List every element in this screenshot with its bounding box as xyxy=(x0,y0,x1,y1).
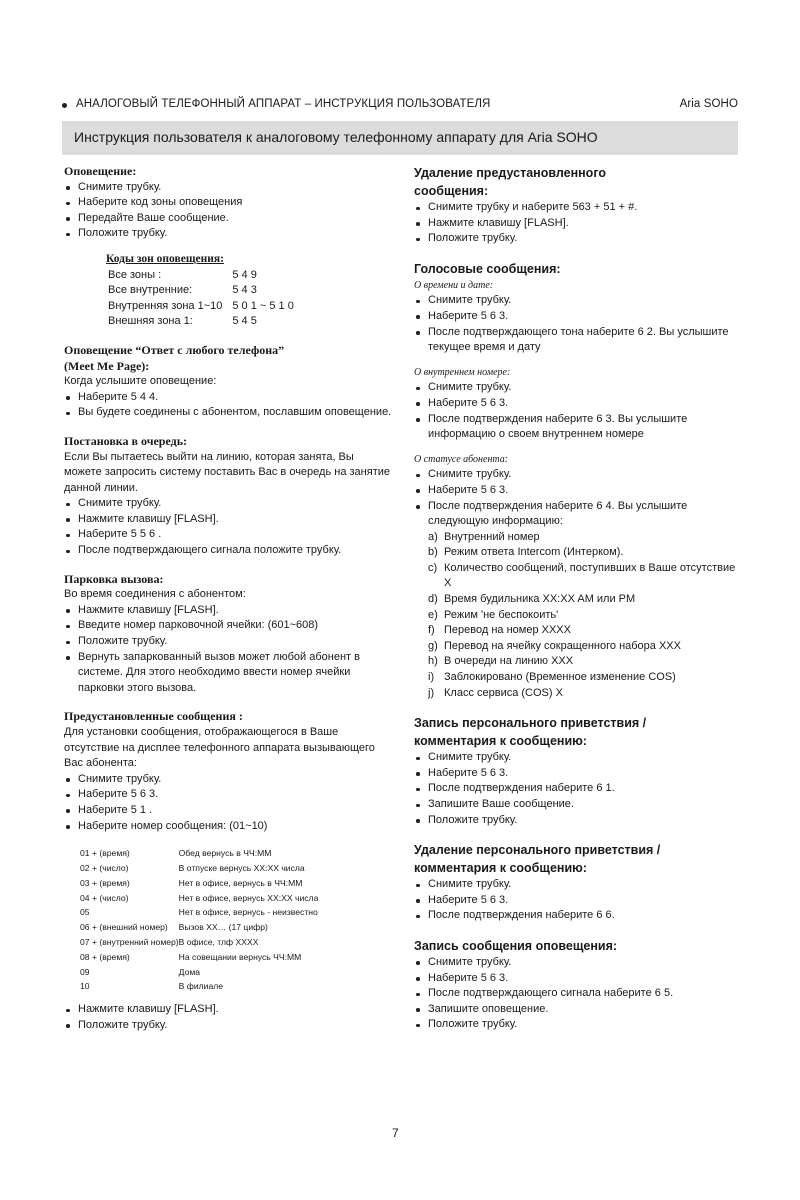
header-brand: Aria SOHO xyxy=(679,98,738,110)
greet-del-list xyxy=(414,877,744,924)
table-row xyxy=(108,299,294,315)
list-item xyxy=(414,654,744,670)
zone-codes xyxy=(106,252,394,330)
zone-codes-title: Коды зон оповещения: xyxy=(106,252,224,265)
list-item: Положите трубку. xyxy=(64,226,394,242)
voice-time-list xyxy=(414,293,744,355)
list-item: Наберите 5 5 6 . xyxy=(64,527,394,543)
table-row xyxy=(80,950,318,965)
page-number: 7 xyxy=(392,1126,399,1140)
list-text: Количество сообщений, поступивших в Ваше отсутствие X xyxy=(444,561,736,590)
table-row xyxy=(80,876,318,891)
code-value: Нет в офисе, вернусь в ЧЧ:ММ xyxy=(178,877,303,888)
list-item: Нажмите клавишу [FLASH]. xyxy=(64,512,394,528)
table-row xyxy=(80,846,318,861)
list-item xyxy=(414,608,744,624)
table-row xyxy=(108,314,294,330)
list-item xyxy=(414,670,744,686)
zone-code: 5 0 1 ~ 5 1 0 xyxy=(232,299,294,312)
table-row xyxy=(108,283,294,299)
code-key: 05 xyxy=(80,907,90,918)
list-item xyxy=(414,623,744,639)
spacer xyxy=(414,247,744,260)
list-item: Снимите трубку. xyxy=(414,380,744,396)
list-item: Вы будете соединены с абонентом, пославшим оповещение. xyxy=(64,405,394,421)
list-item xyxy=(414,545,744,561)
queue-intro: Если Вы пытаетесь выйти на линию, которая занята, Вы можете запросить систему поставить Вас в очередь на занятие данной линии. xyxy=(64,450,390,494)
list-text: Режим 'не беспокоить' xyxy=(444,608,559,621)
delete-preset-list xyxy=(414,200,744,247)
list-item: Снимите трубку и наберите 563 + 51 + #. xyxy=(414,200,744,216)
spacer xyxy=(414,356,744,365)
code-key: 02 + (число) xyxy=(80,862,129,873)
section-title-greet-rec: Запись персонального приветствия / xyxy=(414,716,647,731)
code-value: На совещании вернусь ЧЧ:ММ xyxy=(178,951,302,962)
list-item: Снимите трубку. xyxy=(414,467,744,483)
list-text: Время будильника XX:XX AM или PM xyxy=(444,593,636,606)
list-item: Наберите 5 6 3. xyxy=(414,893,744,909)
section-title-greet-del-line2: комментария к сообщению: xyxy=(414,861,587,876)
section-title-meetme: Оповещение “Ответ с любого телефона” xyxy=(64,342,285,357)
meetme-list xyxy=(64,390,394,421)
list-item: Наберите 5 6 3. xyxy=(414,396,744,412)
right-column xyxy=(414,164,744,1033)
list-text: Перевод на номер XXXX xyxy=(444,624,571,637)
list-item: Вернуть запаркованный вызов может любой абонент в системе. Для этого необходимо ввести номер ячейки парковки этого вызова. xyxy=(64,650,394,697)
zone-label: Внутренняя зона 1~10 xyxy=(108,299,223,312)
list-marker: h) xyxy=(428,655,438,668)
preset-intro: Для установки сообщения, отображающегося в Ваше отсутствие на дисплее телефонного аппарата вызывающего Вас абонента: xyxy=(64,726,375,770)
list-text: Заблокировано (Временное изменение COS) xyxy=(444,671,676,684)
zone-label: Все внутренние: xyxy=(108,284,193,297)
spacer xyxy=(64,559,394,572)
code-value: Вызов XX… (17 цифр) xyxy=(178,922,268,933)
list-item: Снимите трубку. xyxy=(414,877,744,893)
list-item: После подтверждающего сигнала положите трубку. xyxy=(64,543,394,559)
park-intro: Во время соединения с абонентом: xyxy=(64,588,246,601)
list-item: Снимите трубку. xyxy=(414,293,744,309)
list-marker: c) xyxy=(428,561,438,574)
meetme-intro: Когда услышите оповещение: xyxy=(64,375,217,388)
list-marker: j) xyxy=(428,686,435,699)
code-key: 07 + (внутренний номер) xyxy=(80,936,179,947)
spacer xyxy=(414,701,744,714)
message-codes xyxy=(80,846,394,994)
list-item: После подтверждения наберите 6 1. xyxy=(414,781,744,797)
spacer xyxy=(414,924,744,937)
list-item: После подтверждающего тона наберите 6 2. Вы услышите текущее время и дату xyxy=(414,325,744,356)
zone-label: Все зоны : xyxy=(108,268,162,281)
code-value: Дома xyxy=(178,966,201,977)
code-key: 08 + (время) xyxy=(80,951,130,962)
code-value: Нет в офисе, вернусь XX:XX числа xyxy=(178,892,319,903)
spacer xyxy=(64,421,394,434)
list-item: Снимите трубку. xyxy=(64,180,394,196)
list-text: Класс сервиса (COS) X xyxy=(444,686,563,699)
table-row xyxy=(80,920,318,935)
paging-list xyxy=(64,180,394,242)
zone-code: 5 4 5 xyxy=(232,315,257,328)
status-info-list xyxy=(414,530,744,702)
list-item: Наберите код зоны оповещения xyxy=(64,195,394,211)
title-band xyxy=(62,121,738,155)
list-item: Нажмите клавишу [FLASH]. xyxy=(64,1002,394,1018)
list-text: Перевод на ячейку сокращенного набора XXX xyxy=(444,639,681,652)
list-marker: f) xyxy=(428,624,435,637)
section-title-queue: Постановка в очередь: xyxy=(64,433,188,448)
list-item: После подтверждения наберите 6 3. Вы услышите информацию о своем внутреннем номере xyxy=(414,412,744,443)
subtitle-ext: О внутреннем номере: xyxy=(414,366,511,378)
list-item: Снимите трубку. xyxy=(414,750,744,766)
table-row xyxy=(80,861,318,876)
list-item: Положите трубку. xyxy=(414,1017,744,1033)
list-item: Запишите оповещение. xyxy=(414,1002,744,1018)
list-item xyxy=(414,686,744,702)
section-title-park: Парковка вызова: xyxy=(64,571,164,586)
list-item: Введите номер парковочной ячейки: (601~608) xyxy=(64,618,394,634)
list-item: Снимите трубку. xyxy=(414,955,744,971)
section-title-page-rec: Запись сообщения оповещения: xyxy=(414,938,618,953)
code-value: В отпуске вернусь XX:XX числа xyxy=(178,862,305,873)
spacer xyxy=(414,828,744,841)
list-item: Нажмите клавишу [FLASH]. xyxy=(414,216,744,232)
voice-status-list xyxy=(414,467,744,529)
page-rec-list xyxy=(414,955,744,1033)
list-marker: i) xyxy=(428,671,435,684)
header-title: АНАЛОГОВЫЙ ТЕЛЕФОННЫЙ АППАРАТ – ИНСТРУКЦИЯ ПОЛЬЗОВАТЕЛЯ xyxy=(76,98,491,110)
list-item: Наберите 5 1 . xyxy=(64,803,394,819)
table-row xyxy=(80,935,318,950)
list-item: Наберите 5 4 4. xyxy=(64,390,394,406)
list-marker: a) xyxy=(428,530,438,543)
list-item: Наберите 5 6 3. xyxy=(414,309,744,325)
list-item: Положите трубку. xyxy=(64,634,394,650)
table-row xyxy=(80,965,318,980)
code-value: В филиале xyxy=(178,981,224,992)
preset-list xyxy=(64,772,394,834)
code-key: 10 xyxy=(80,981,90,992)
title-band-text: Инструкция пользователя к аналоговому телефонному аппарату для Aria SOHO xyxy=(74,129,598,145)
section-title-preset: Предустановленные сообщения : xyxy=(64,709,243,724)
code-value: Обед вернусь в ЧЧ:ММ xyxy=(178,848,272,859)
list-item: После подтверждающего сигнала наберите 6 5. xyxy=(414,986,744,1002)
greet-rec-list xyxy=(414,750,744,828)
code-key: 04 + (число) xyxy=(80,892,129,903)
message-codes-table xyxy=(80,846,318,994)
list-item xyxy=(414,530,744,546)
section-title-delete-preset: Удаление предустановленного xyxy=(414,166,606,180)
code-value: В офисе, тлф XXXX xyxy=(178,936,259,947)
page-header xyxy=(62,98,738,114)
queue-list xyxy=(64,496,394,558)
table-row xyxy=(80,979,318,994)
voice-ext-list xyxy=(414,380,744,442)
list-item xyxy=(414,561,744,592)
list-marker: e) xyxy=(428,608,438,621)
table-row xyxy=(80,891,318,906)
list-item: Положите трубку. xyxy=(414,813,744,829)
subtitle-time: О времени и дате: xyxy=(414,279,494,291)
code-value: Нет в офисе, вернусь - неизвестно xyxy=(178,907,318,918)
list-text: Режим ответа Intercom (Интерком). xyxy=(444,546,624,559)
spacer xyxy=(64,696,394,709)
list-marker: d) xyxy=(428,593,438,606)
table-row xyxy=(80,905,318,920)
code-key: 09 xyxy=(80,966,90,977)
list-item: Нажмите клавишу [FLASH]. xyxy=(64,603,394,619)
section-title-meetme-line2: (Meet Me Page): xyxy=(64,358,150,373)
list-item: Наберите 5 6 3. xyxy=(64,787,394,803)
preset-list-after xyxy=(64,1002,394,1033)
list-text: Внутренний номер xyxy=(444,530,540,543)
left-column xyxy=(64,164,394,1033)
list-item xyxy=(414,639,744,655)
zone-code: 5 4 3 xyxy=(232,284,257,297)
list-item: Наберите 5 6 3. xyxy=(414,483,744,499)
list-item: Снимите трубку. xyxy=(64,496,394,512)
zone-label: Внешняя зона 1: xyxy=(108,315,193,328)
spacer xyxy=(64,330,394,343)
header-bullet-icon xyxy=(62,103,67,108)
list-marker: g) xyxy=(428,639,438,652)
table-row xyxy=(108,268,294,284)
section-title-greet-del: Удаление персонального приветствия / xyxy=(414,843,661,858)
section-title-paging: Оповещение: xyxy=(64,164,137,178)
list-item: Запишите Ваше сообщение. xyxy=(414,797,744,813)
list-item: Наберите 5 6 3. xyxy=(414,766,744,782)
list-item: После подтверждения наберите 6 6. xyxy=(414,908,744,924)
section-title-greet-rec-line2: комментария к сообщению: xyxy=(414,734,587,749)
section-title-voice: Голосовые сообщения: xyxy=(414,261,561,276)
list-item: Положите трубку. xyxy=(414,231,744,247)
list-item: Наберите номер сообщения: (01~10) xyxy=(64,819,394,835)
list-marker: b) xyxy=(428,546,438,559)
section-title-delete-preset-line2: сообщения: xyxy=(414,184,489,198)
spacer xyxy=(414,443,744,452)
list-item: Снимите трубку. xyxy=(64,772,394,788)
code-key: 01 + (время) xyxy=(80,848,130,859)
park-list xyxy=(64,603,394,697)
code-key: 06 + (внешний номер) xyxy=(80,922,168,933)
subtitle-status: О статусе абонента: xyxy=(414,453,509,465)
list-item: После подтверждения наберите 6 4. Вы услышите следующую информацию: xyxy=(414,499,744,530)
list-item: Передайте Ваше сообщение. xyxy=(64,211,394,227)
list-item: Положите трубку. xyxy=(64,1018,394,1034)
list-text: В очереди на линию XXX xyxy=(444,655,574,668)
zone-code: 5 4 9 xyxy=(232,268,257,281)
list-item: Наберите 5 6 3. xyxy=(414,971,744,987)
zone-codes-table xyxy=(108,268,294,330)
list-item xyxy=(414,592,744,608)
code-key: 03 + (время) xyxy=(80,877,130,888)
